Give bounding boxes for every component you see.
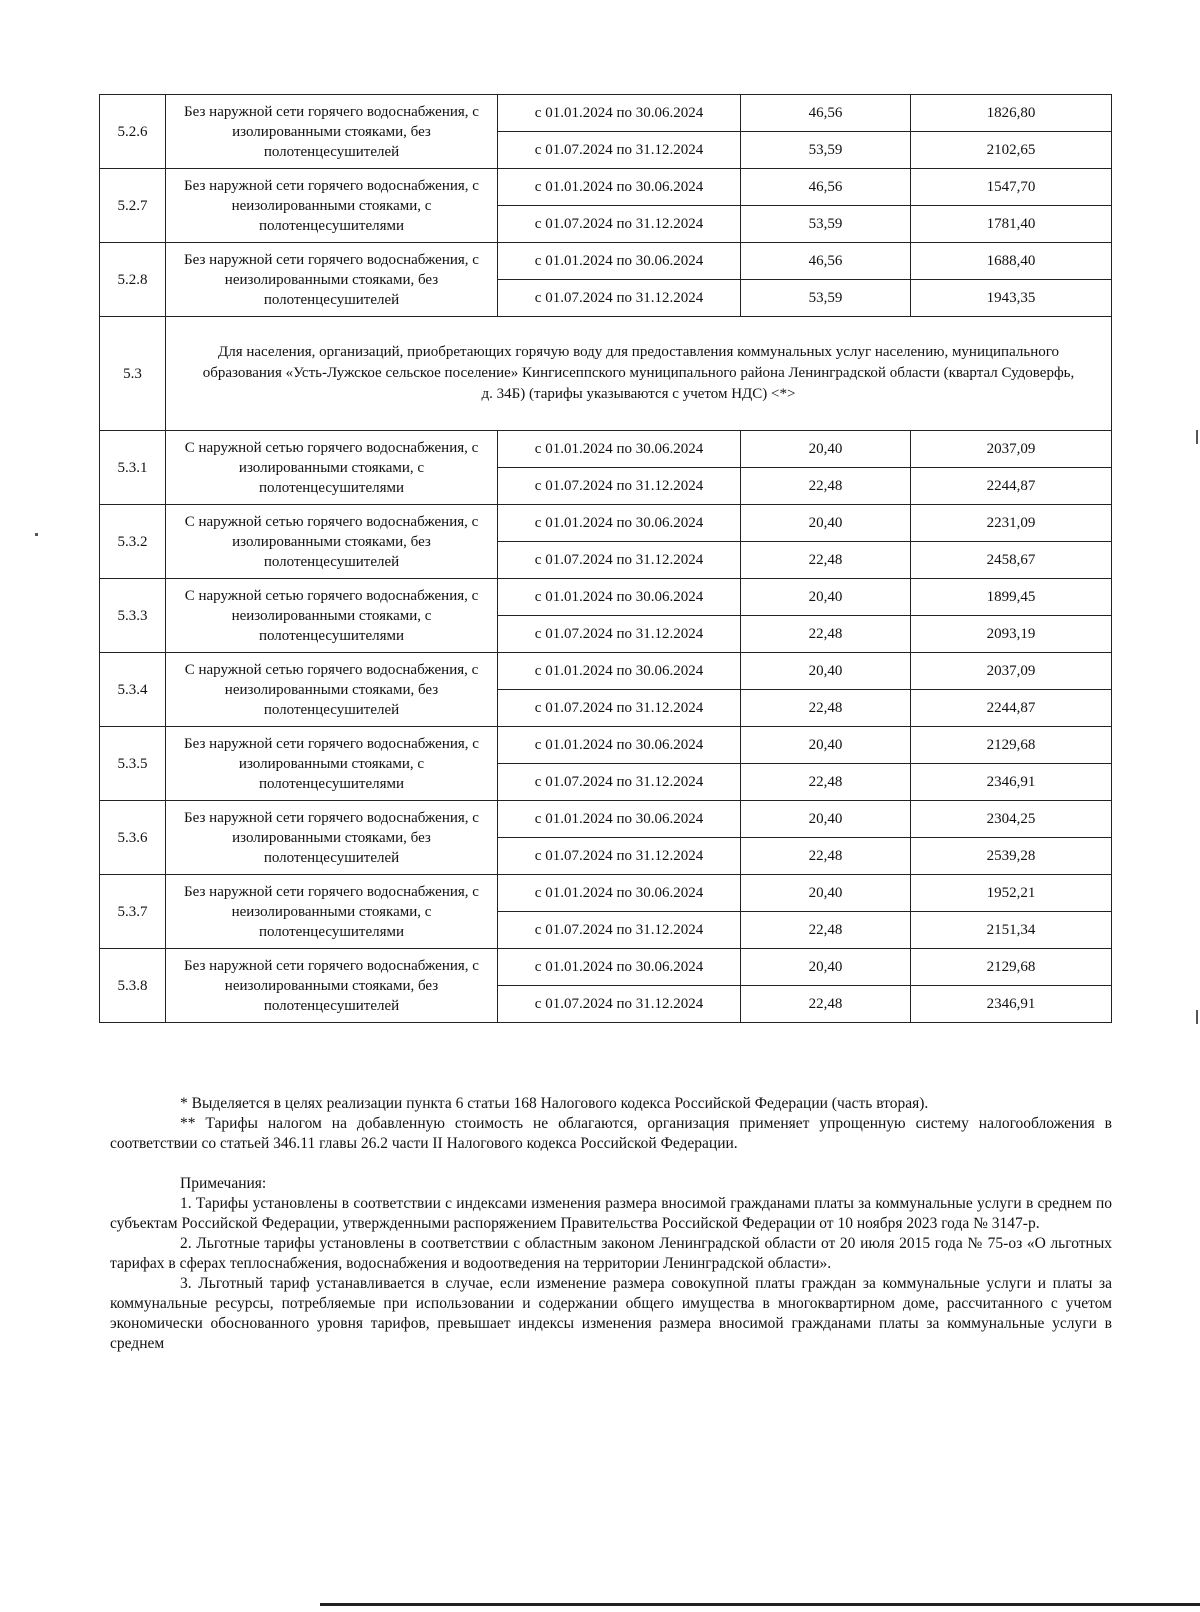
period-cell: с 01.07.2024 по 31.12.2024 — [498, 542, 741, 579]
period-cell: с 01.01.2024 по 30.06.2024 — [498, 949, 741, 986]
tariff-row — [100, 801, 1112, 838]
tariff-row — [100, 579, 1112, 616]
tariff-cell: 1547,70 — [911, 169, 1112, 206]
item-description: Без наружной сети горячего водоснабжения, с неизолированными стояками, с полотенцесушителями — [166, 169, 498, 243]
scan-speck — [35, 533, 38, 536]
item-code: 5.3.7 — [100, 875, 166, 949]
period-cell: с 01.07.2024 по 31.12.2024 — [498, 468, 741, 505]
value-cell: 20,40 — [741, 727, 911, 764]
tariff-cell: 2539,28 — [911, 838, 1112, 875]
tariff-cell: 1781,40 — [911, 206, 1112, 243]
value-cell: 20,40 — [741, 653, 911, 690]
period-cell: с 01.07.2024 по 31.12.2024 — [498, 132, 741, 169]
tariff-table — [99, 94, 1112, 1023]
period-cell: с 01.07.2024 по 31.12.2024 — [498, 206, 741, 243]
value-cell: 22,48 — [741, 468, 911, 505]
item-description: С наружной сетью горячего водоснабжения, с неизолированными стояками, с полотенцесушителями — [166, 579, 498, 653]
note-item-3: 3. Льготный тариф устанавливается в случае, если изменение размера совокупной платы граждан за коммунальные услуги и платы за коммунальные ресурсы, потребляемые при использовании и содержании общего имущества в многоквартирном доме, рассчитанного с учетом экономически обоснованного уровня тарифов, превышает индексы изменения размера вносимой гражданами платы за коммунальные услуги в среднем — [110, 1275, 1112, 1352]
value-cell: 46,56 — [741, 169, 911, 206]
item-code: 5.3.1 — [100, 431, 166, 505]
tariff-cell: 2304,25 — [911, 801, 1112, 838]
period-cell: с 01.07.2024 по 31.12.2024 — [498, 986, 741, 1023]
tariff-row — [100, 243, 1112, 280]
period-cell: с 01.01.2024 по 30.06.2024 — [498, 875, 741, 912]
period-cell: с 01.07.2024 по 31.12.2024 — [498, 764, 741, 801]
note-item-2: 2. Льготные тарифы установлены в соответствии с областным законом Ленинградской области от 20 июля 2015 года № 75-оз «О льготных тарифах в сферах теплоснабжения, водоснабжения и водоотведения на территории Ленинградской области». — [110, 1235, 1112, 1272]
item-code: 5.3.5 — [100, 727, 166, 801]
section-code: 5.3 — [100, 317, 166, 431]
tariff-cell: 2037,09 — [911, 653, 1112, 690]
tariff-row — [100, 505, 1112, 542]
item-code: 5.2.6 — [100, 95, 166, 169]
value-cell: 20,40 — [741, 431, 911, 468]
item-code: 5.3.3 — [100, 579, 166, 653]
item-description: Без наружной сети горячего водоснабжения, с неизолированными стояками, без полотенцесушителей — [166, 949, 498, 1023]
item-description: С наружной сетью горячего водоснабжения, с изолированными стояками, с полотенцесушителями — [166, 431, 498, 505]
tariff-cell: 1826,80 — [911, 95, 1112, 132]
period-cell: с 01.01.2024 по 30.06.2024 — [498, 653, 741, 690]
tariff-cell: 1952,21 — [911, 875, 1112, 912]
tariff-cell: 2346,91 — [911, 764, 1112, 801]
tariff-cell: 2244,87 — [911, 690, 1112, 727]
value-cell: 46,56 — [741, 95, 911, 132]
value-cell: 22,48 — [741, 764, 911, 801]
tariff-cell: 1943,35 — [911, 280, 1112, 317]
item-description: Без наружной сети горячего водоснабжения, с изолированными стояками, с полотенцесушителями — [166, 727, 498, 801]
value-cell: 22,48 — [741, 616, 911, 653]
item-description: Без наружной сети горячего водоснабжения, с неизолированными стояками, без полотенцесушителей — [166, 243, 498, 317]
value-cell: 22,48 — [741, 542, 911, 579]
value-cell: 53,59 — [741, 206, 911, 243]
tariff-table-body-bottom — [100, 431, 1112, 1023]
item-description: Без наружной сети горячего водоснабжения, с неизолированными стояками, с полотенцесушителями — [166, 875, 498, 949]
value-cell: 20,40 — [741, 949, 911, 986]
period-cell: с 01.07.2024 по 31.12.2024 — [498, 838, 741, 875]
footnote-vat: * Выделяется в целях реализации пункта 6 статьи 168 Налогового кодекса Российской Федерации (часть вторая). — [180, 1095, 929, 1112]
footnote-no-vat: ** Тарифы налогом на добавленную стоимость не облагаются, организация применяет упрощенную систему налогообложения в соответствии со статьей 346.11 главы 26.2 части II Налогового кодекса Российской Федерации. — [110, 1115, 1112, 1152]
tariff-cell: 2129,68 — [911, 949, 1112, 986]
tariff-cell: 2231,09 — [911, 505, 1112, 542]
item-code: 5.3.4 — [100, 653, 166, 727]
period-cell: с 01.01.2024 по 30.06.2024 — [498, 801, 741, 838]
value-cell: 20,40 — [741, 505, 911, 542]
item-code: 5.2.8 — [100, 243, 166, 317]
section-row — [100, 317, 1112, 431]
tariff-cell: 2458,67 — [911, 542, 1112, 579]
item-description: Без наружной сети горячего водоснабжения, с изолированными стояками, без полотенцесушителей — [166, 801, 498, 875]
value-cell: 53,59 — [741, 132, 911, 169]
period-cell: с 01.07.2024 по 31.12.2024 — [498, 280, 741, 317]
item-description: Без наружной сети горячего водоснабжения, с изолированными стояками, без полотенцесушителей — [166, 95, 498, 169]
tariff-cell: 2037,09 — [911, 431, 1112, 468]
period-cell: с 01.01.2024 по 30.06.2024 — [498, 95, 741, 132]
item-description: С наружной сетью горячего водоснабжения, с изолированными стояками, без полотенцесушителей — [166, 505, 498, 579]
tariff-row — [100, 653, 1112, 690]
tariff-cell: 1899,45 — [911, 579, 1112, 616]
section-description: Для населения, организаций, приобретающих горячую воду для предоставления коммунальных услуг населению, муниципального образования «Усть-Лужское сельское поселение» Кингисеппского муниципального района Ленинградской области (квартал Судоверфь, д. 34Б) (тарифы указываются с учетом НДС) <*> — [166, 317, 1112, 431]
tariff-row — [100, 949, 1112, 986]
tariff-row — [100, 169, 1112, 206]
item-code: 5.2.7 — [100, 169, 166, 243]
period-cell: с 01.07.2024 по 31.12.2024 — [498, 616, 741, 653]
period-cell: с 01.07.2024 по 31.12.2024 — [498, 690, 741, 727]
value-cell: 20,40 — [741, 579, 911, 616]
item-code: 5.3.6 — [100, 801, 166, 875]
period-cell: с 01.01.2024 по 30.06.2024 — [498, 243, 741, 280]
value-cell: 22,48 — [741, 690, 911, 727]
period-cell: с 01.01.2024 по 30.06.2024 — [498, 579, 741, 616]
tariff-row — [100, 727, 1112, 764]
scan-edge-mark — [1196, 430, 1198, 444]
period-cell: с 01.01.2024 по 30.06.2024 — [498, 431, 741, 468]
period-cell: с 01.01.2024 по 30.06.2024 — [498, 727, 741, 764]
scan-edge-mark — [1196, 1010, 1198, 1024]
period-cell: с 01.01.2024 по 30.06.2024 — [498, 169, 741, 206]
notes-title: Примечания: — [180, 1175, 267, 1192]
tariff-cell: 2346,91 — [911, 986, 1112, 1023]
tariff-cell: 1688,40 — [911, 243, 1112, 280]
value-cell: 22,48 — [741, 986, 911, 1023]
value-cell: 20,40 — [741, 801, 911, 838]
value-cell: 53,59 — [741, 280, 911, 317]
tariff-cell: 2102,65 — [911, 132, 1112, 169]
tariff-row — [100, 95, 1112, 132]
tariff-row — [100, 875, 1112, 912]
tariff-cell: 2129,68 — [911, 727, 1112, 764]
page-bottom-rule — [320, 1603, 1200, 1606]
note-item-1: 1. Тарифы установлены в соответствии с индексами изменения размера вносимой гражданами платы за коммунальные услуги в среднем по субъектам Российской Федерации, утвержденными распоряжением Правительства Российской Федерации от 10 ноября 2023 года № 3147-р. — [110, 1195, 1112, 1232]
tariff-cell: 2093,19 — [911, 616, 1112, 653]
notes-block — [110, 1094, 1112, 1354]
tariff-table-body-top — [100, 95, 1112, 317]
tariff-cell: 2151,34 — [911, 912, 1112, 949]
value-cell: 20,40 — [741, 875, 911, 912]
tariff-row — [100, 431, 1112, 468]
item-code: 5.3.8 — [100, 949, 166, 1023]
tariff-cell: 2244,87 — [911, 468, 1112, 505]
item-description: С наружной сетью горячего водоснабжения, с неизолированными стояками, без полотенцесушителей — [166, 653, 498, 727]
value-cell: 46,56 — [741, 243, 911, 280]
period-cell: с 01.07.2024 по 31.12.2024 — [498, 912, 741, 949]
value-cell: 22,48 — [741, 838, 911, 875]
item-code: 5.3.2 — [100, 505, 166, 579]
period-cell: с 01.01.2024 по 30.06.2024 — [498, 505, 741, 542]
value-cell: 22,48 — [741, 912, 911, 949]
section-row-group — [100, 317, 1112, 431]
